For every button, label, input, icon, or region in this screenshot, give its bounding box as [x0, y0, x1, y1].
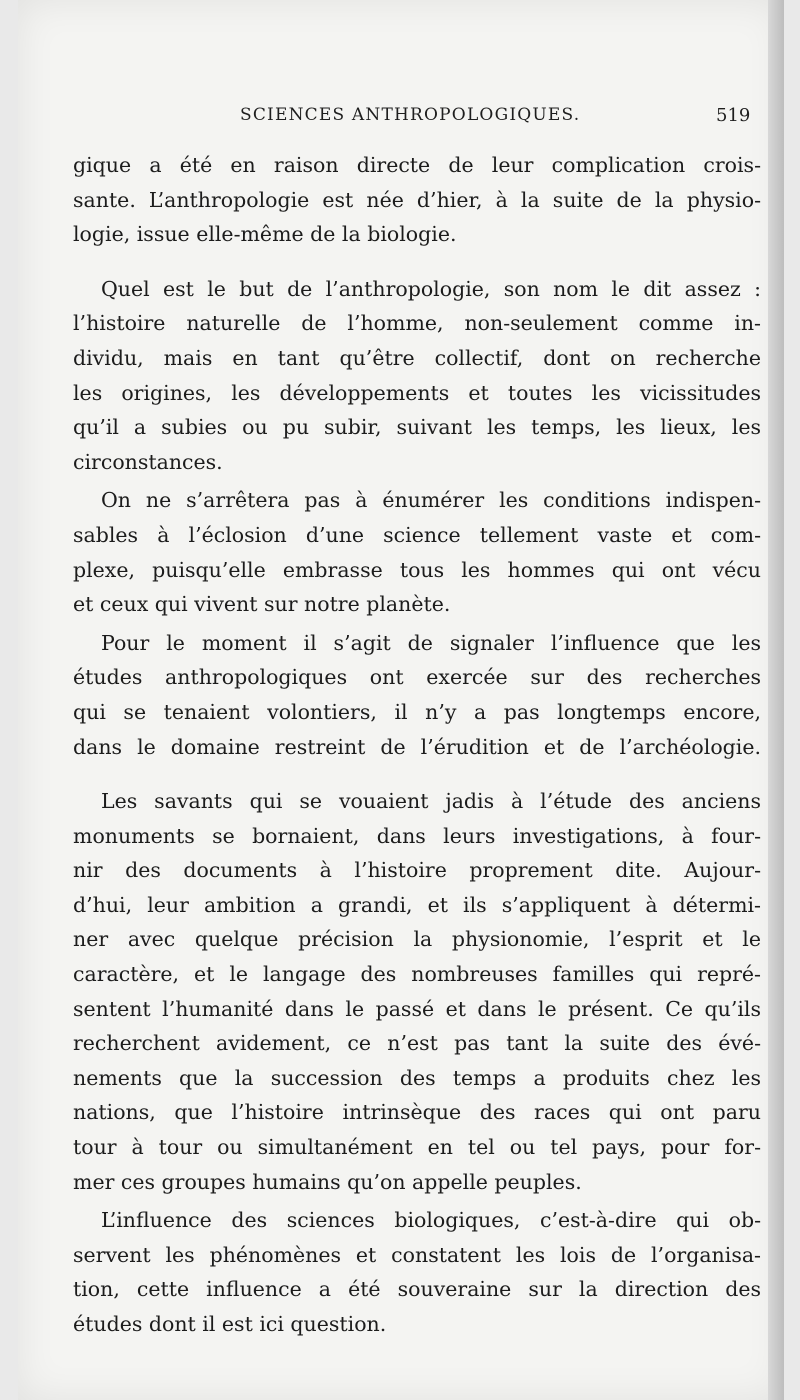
text-line: tion, cette influence a été souveraine sur la direction des [73, 1277, 761, 1302]
text-line: On ne s’arrêtera pas à énumérer les conditions indispen- [101, 488, 761, 513]
text-line: sentent l’humanité dans le passé et dans le présent. Ce qu’ils [73, 996, 761, 1021]
text-line: gique a été en raison directe de leur complication crois- [73, 153, 761, 177]
page-number: 519 [716, 105, 751, 126]
text-line: d’hui, leur ambition a grandi, et ils s’appliquent à détermi- [73, 892, 761, 917]
text-line: ner avec quelque précision la physionomie, l’esprit et le [73, 927, 761, 952]
paragraph [73, 626, 761, 764]
paragraph [73, 1203, 761, 1341]
text-line: plexe, puisqu’elle embrasse tous les hommes qui ont vécu [73, 557, 761, 582]
text-line: servent les phénomènes et constatent les lois de l’organisa- [73, 1242, 761, 1267]
paragraph [73, 784, 761, 1199]
text-line: qui se tenaient volontiers, il n’y a pas longtemps encore, [73, 699, 761, 724]
text-line: tour à tour ou simultanément en tel ou tel pays, pour for- [73, 1135, 761, 1160]
page-header [18, 105, 784, 135]
text-line: dans le domaine restreint de l’érudition et de l’archéologie. [73, 734, 761, 759]
text-line: logie, issue elle-même de la biologie. [73, 222, 457, 247]
text-line: caractère, et le langage des nombreuses familles qui repré- [73, 962, 761, 987]
text-line: Quel est le but de l’anthropologie, son nom le dit assez : [101, 276, 761, 301]
paragraph [73, 148, 761, 252]
text-line: sables à l’éclosion d’une science tellement vaste et com- [73, 522, 761, 547]
text-line: l’histoire naturelle de l’homme, non-seulement comme in- [73, 311, 761, 336]
text-line: sante. L’anthropologie est née d’hier, à la suite de la physio- [73, 187, 761, 212]
text-line: recherchent avidement, ce n’est pas tant la suite des évé- [73, 1031, 761, 1056]
text-line: nations, que l’histoire intrinsèque des races qui ont paru [73, 1100, 761, 1125]
text-line: études anthropologiques ont exercée sur des recherches [73, 665, 761, 690]
body-text [73, 148, 761, 1342]
page-edge-shadow [768, 0, 784, 1400]
text-line: circonstances. [73, 449, 223, 474]
paragraph [73, 272, 761, 480]
paragraph [73, 483, 761, 621]
text-line: nements que la succession des temps a produits chez les [73, 1065, 761, 1090]
text-line: et ceux qui vivent sur notre planète. [73, 592, 451, 617]
text-line: monuments se bornaient, dans leurs investigations, à four- [73, 823, 761, 848]
book-page [18, 0, 784, 1400]
text-line: Pour le moment il s’agit de signaler l’influence que les [101, 630, 761, 655]
text-line: mer ces groupes humains qu’on appelle peuples. [73, 1169, 582, 1194]
text-line: qu’il a subies ou pu subir, suivant les temps, les lieux, les [73, 415, 761, 440]
text-line: Les savants qui se vouaient jadis à l’étude des anciens [101, 789, 761, 814]
running-title: SCIENCES ANTHROPOLOGIQUES. [240, 105, 581, 125]
text-line: études dont il est ici question. [73, 1312, 387, 1336]
text-line: nir des documents à l’histoire proprement dite. Aujour- [73, 858, 761, 883]
text-line: L’influence des sciences biologiques, c’est-à-dire qui ob- [101, 1208, 761, 1233]
text-line: dividu, mais en tant qu’être collectif, dont on recherche [73, 345, 761, 370]
text-line: les origines, les développements et toutes les vicissitudes [73, 380, 761, 405]
